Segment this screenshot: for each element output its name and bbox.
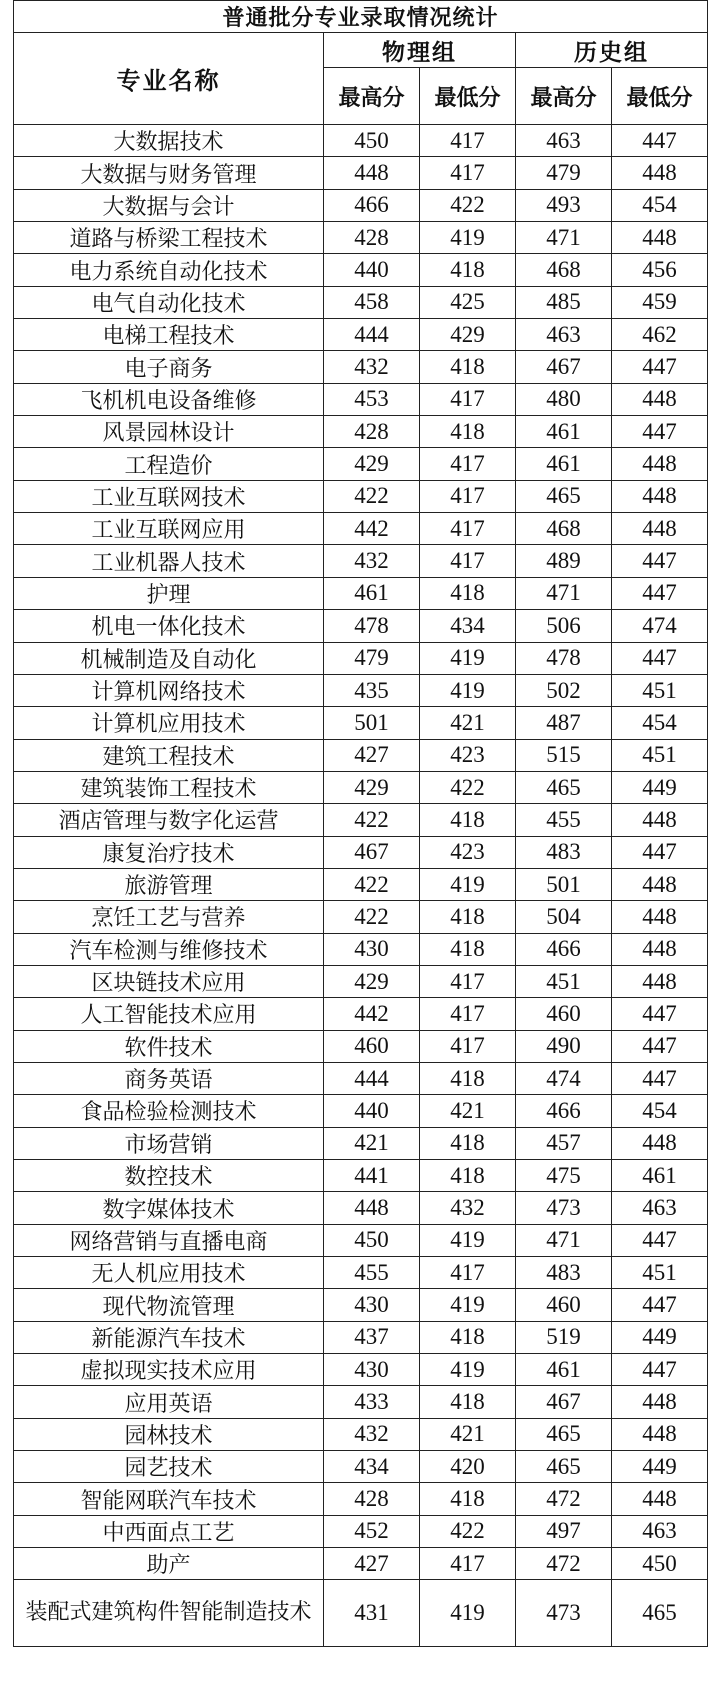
major-name-cell: 计算机应用技术 [14,707,324,739]
physics-max-cell: 455 [324,1257,420,1289]
physics-max-cell: 478 [324,610,420,642]
history-max-cell: 493 [516,189,612,221]
physics-min-cell: 423 [420,836,516,868]
table-row [14,1127,708,1159]
physics-max-cell: 444 [324,1062,420,1094]
physics-min-cell: 418 [420,1127,516,1159]
physics-min-cell: 417 [420,157,516,189]
physics-max-cell: 428 [324,416,420,448]
history-max-cell: 515 [516,739,612,771]
table-row [14,707,708,739]
table-row [14,286,708,318]
admission-table-sheet [13,0,707,1647]
history-min-cell: 451 [612,739,708,771]
major-name-cell: 机械制造及自动化 [14,642,324,674]
history-min-cell: 447 [612,416,708,448]
table-row [14,222,708,254]
table-row [14,189,708,221]
history-min-cell: 448 [612,868,708,900]
group-header-row [14,33,708,68]
history-max-cell: 471 [516,222,612,254]
physics-max-cell: 432 [324,351,420,383]
physics-min-cell: 419 [420,642,516,674]
history-min-cell: 454 [612,189,708,221]
history-max-cell: 473 [516,1192,612,1224]
history-min-cell: 448 [612,157,708,189]
physics-max-cell: 461 [324,577,420,609]
physics-max-cell: 422 [324,804,420,836]
history-max-cell: 455 [516,804,612,836]
admission-score-table [13,0,708,1647]
table-row [14,1515,708,1547]
physics-max-cell: 448 [324,157,420,189]
major-name-cell: 网络营销与直播电商 [14,1224,324,1256]
physics-max-cell: 466 [324,189,420,221]
table-row [14,480,708,512]
major-name-cell: 园艺技术 [14,1451,324,1483]
physics-max-cell: 421 [324,1127,420,1159]
physics-max-cell: 427 [324,1548,420,1580]
physics-max-cell: 429 [324,448,420,480]
major-name-cell: 无人机应用技术 [14,1257,324,1289]
physics-min-cell: 419 [420,1289,516,1321]
table-row [14,901,708,933]
history-max-cell: 472 [516,1548,612,1580]
history-max-cell: 519 [516,1321,612,1353]
table-body [14,125,708,1647]
history-max-cell: 468 [516,254,612,286]
history-min-cell: 454 [612,707,708,739]
major-name-cell: 装配式建筑构件智能制造技术 [14,1580,324,1647]
table-row [14,933,708,965]
physics-min-cell: 418 [420,1062,516,1094]
table-row [14,610,708,642]
major-name-cell: 人工智能技术应用 [14,998,324,1030]
history-max-cell: 506 [516,610,612,642]
history-max-cell: 479 [516,157,612,189]
physics-max-cell: 422 [324,868,420,900]
history-min-cell: 465 [612,1580,708,1647]
history-min-cell: 447 [612,577,708,609]
physics-min-cell: 417 [420,998,516,1030]
history-min-cell: 448 [612,965,708,997]
history-min-cell: 447 [612,351,708,383]
history-min-header: 最低分 [612,68,708,125]
history-max-cell: 502 [516,674,612,706]
physics-max-cell: 444 [324,319,420,351]
physics-min-cell: 418 [420,901,516,933]
table-row [14,1548,708,1580]
history-min-cell: 462 [612,319,708,351]
history-min-cell: 463 [612,1192,708,1224]
history-min-cell: 448 [612,513,708,545]
history-group-header: 历史组 [516,33,708,68]
major-name-cell: 电气自动化技术 [14,286,324,318]
history-max-cell: 471 [516,1224,612,1256]
table-row [14,868,708,900]
physics-min-cell: 417 [420,1548,516,1580]
physics-min-cell: 432 [420,1192,516,1224]
major-name-cell: 大数据与财务管理 [14,157,324,189]
physics-min-cell: 417 [420,480,516,512]
history-min-cell: 450 [612,1548,708,1580]
table-row [14,416,708,448]
physics-max-cell: 467 [324,836,420,868]
history-min-cell: 447 [612,836,708,868]
history-min-cell: 459 [612,286,708,318]
physics-max-cell: 431 [324,1580,420,1647]
major-name-cell: 现代物流管理 [14,1289,324,1321]
table-row [14,1160,708,1192]
physics-min-cell: 420 [420,1451,516,1483]
physics-min-cell: 417 [420,513,516,545]
history-max-cell: 487 [516,707,612,739]
physics-min-cell: 421 [420,1095,516,1127]
physics-min-cell: 418 [420,416,516,448]
history-min-cell: 448 [612,901,708,933]
history-max-cell: 489 [516,545,612,577]
history-min-cell: 454 [612,1095,708,1127]
physics-min-cell: 422 [420,771,516,803]
physics-max-cell: 450 [324,125,420,157]
history-max-cell: 485 [516,286,612,318]
physics-max-cell: 428 [324,1483,420,1515]
physics-max-cell: 432 [324,545,420,577]
history-max-cell: 480 [516,383,612,415]
history-min-cell: 461 [612,1160,708,1192]
history-min-cell: 447 [612,1224,708,1256]
table-row [14,1483,708,1515]
physics-max-cell: 433 [324,1386,420,1418]
table-row [14,1321,708,1353]
physics-min-cell: 418 [420,1483,516,1515]
history-min-cell: 449 [612,1321,708,1353]
history-min-cell: 447 [612,642,708,674]
physics-max-cell: 432 [324,1418,420,1450]
history-max-cell: 451 [516,965,612,997]
table-row [14,998,708,1030]
physics-min-cell: 419 [420,1580,516,1647]
physics-max-cell: 422 [324,901,420,933]
major-name-cell: 电梯工程技术 [14,319,324,351]
history-min-cell: 448 [612,383,708,415]
physics-max-cell: 442 [324,513,420,545]
history-min-cell: 448 [612,804,708,836]
history-max-cell: 504 [516,901,612,933]
history-min-cell: 448 [612,1483,708,1515]
history-min-cell: 448 [612,480,708,512]
physics-min-header: 最低分 [420,68,516,125]
major-name-cell: 计算机网络技术 [14,674,324,706]
major-name-cell: 飞机机电设备维修 [14,383,324,415]
history-min-cell: 447 [612,1354,708,1386]
history-max-cell: 465 [516,771,612,803]
history-max-cell: 467 [516,351,612,383]
history-max-cell: 466 [516,933,612,965]
physics-min-cell: 417 [420,965,516,997]
physics-min-cell: 417 [420,383,516,415]
physics-min-cell: 419 [420,674,516,706]
history-max-cell: 467 [516,1386,612,1418]
physics-max-cell: 460 [324,1030,420,1062]
major-name-cell: 园林技术 [14,1418,324,1450]
table-row [14,642,708,674]
history-max-cell: 501 [516,868,612,900]
history-max-cell: 460 [516,998,612,1030]
table-row [14,1386,708,1418]
physics-max-cell: 501 [324,707,420,739]
history-max-cell: 461 [516,416,612,448]
physics-min-cell: 417 [420,125,516,157]
major-name-cell: 工业互联网应用 [14,513,324,545]
major-name-cell: 商务英语 [14,1062,324,1094]
title-row [14,1,708,33]
major-name-cell: 助产 [14,1548,324,1580]
history-min-cell: 447 [612,1030,708,1062]
physics-max-cell: 434 [324,1451,420,1483]
history-max-cell: 468 [516,513,612,545]
major-name-cell: 智能网联汽车技术 [14,1483,324,1515]
major-name-cell: 旅游管理 [14,868,324,900]
history-min-cell: 463 [612,1515,708,1547]
history-max-cell: 478 [516,642,612,674]
history-min-cell: 449 [612,1451,708,1483]
table-row [14,513,708,545]
physics-min-cell: 419 [420,1354,516,1386]
history-min-cell: 447 [612,1289,708,1321]
physics-max-cell: 437 [324,1321,420,1353]
history-max-cell: 472 [516,1483,612,1515]
history-max-cell: 460 [516,1289,612,1321]
history-max-cell: 474 [516,1062,612,1094]
history-max-cell: 497 [516,1515,612,1547]
physics-max-cell: 440 [324,1095,420,1127]
table-row [14,674,708,706]
history-min-cell: 448 [612,448,708,480]
major-name-cell: 工程造价 [14,448,324,480]
physics-max-cell: 453 [324,383,420,415]
history-min-cell: 474 [612,610,708,642]
major-name-cell: 中西面点工艺 [14,1515,324,1547]
table-row [14,804,708,836]
history-max-header: 最高分 [516,68,612,125]
major-name-cell: 护理 [14,577,324,609]
table-row [14,1289,708,1321]
table-row [14,1224,708,1256]
physics-max-cell: 450 [324,1224,420,1256]
major-name-cell: 食品检验检测技术 [14,1095,324,1127]
physics-min-cell: 429 [420,319,516,351]
history-max-cell: 475 [516,1160,612,1192]
major-name-cell: 酒店管理与数字化运营 [14,804,324,836]
physics-max-cell: 429 [324,771,420,803]
table-row [14,1192,708,1224]
physics-max-cell: 430 [324,1289,420,1321]
physics-min-cell: 419 [420,868,516,900]
major-name-cell: 汽车检测与维修技术 [14,933,324,965]
physics-min-cell: 422 [420,1515,516,1547]
physics-min-cell: 418 [420,351,516,383]
major-name-cell: 新能源汽车技术 [14,1321,324,1353]
physics-max-cell: 448 [324,1192,420,1224]
table-row [14,254,708,286]
table-row [14,739,708,771]
major-name-cell: 大数据技术 [14,125,324,157]
physics-max-cell: 452 [324,1515,420,1547]
major-name-cell: 康复治疗技术 [14,836,324,868]
major-name-cell: 电子商务 [14,351,324,383]
history-max-cell: 465 [516,1418,612,1450]
major-name-cell: 电力系统自动化技术 [14,254,324,286]
table-row [14,1451,708,1483]
history-max-cell: 483 [516,836,612,868]
history-min-cell: 456 [612,254,708,286]
major-name-cell: 工业互联网技术 [14,480,324,512]
major-name-cell: 建筑装饰工程技术 [14,771,324,803]
history-min-cell: 447 [612,1062,708,1094]
physics-max-cell: 435 [324,674,420,706]
major-name-cell: 道路与桥梁工程技术 [14,222,324,254]
major-name-cell: 区块链技术应用 [14,965,324,997]
major-name-cell: 应用英语 [14,1386,324,1418]
history-max-cell: 463 [516,319,612,351]
physics-min-cell: 418 [420,1160,516,1192]
physics-min-cell: 434 [420,610,516,642]
history-max-cell: 471 [516,577,612,609]
table-row [14,1062,708,1094]
table-row [14,545,708,577]
physics-min-cell: 421 [420,707,516,739]
physics-min-cell: 418 [420,804,516,836]
physics-min-cell: 422 [420,189,516,221]
major-name-cell: 软件技术 [14,1030,324,1062]
physics-max-header: 最高分 [324,68,420,125]
table-row [14,1095,708,1127]
major-name-cell: 烹饪工艺与营养 [14,901,324,933]
physics-max-cell: 458 [324,286,420,318]
physics-min-cell: 417 [420,448,516,480]
physics-max-cell: 427 [324,739,420,771]
major-name-cell: 数字媒体技术 [14,1192,324,1224]
history-max-cell: 466 [516,1095,612,1127]
history-min-cell: 449 [612,771,708,803]
physics-group-header: 物理组 [324,33,516,68]
physics-min-cell: 417 [420,1030,516,1062]
history-min-cell: 447 [612,545,708,577]
history-max-cell: 457 [516,1127,612,1159]
table-row [14,125,708,157]
major-name-cell: 市场营销 [14,1127,324,1159]
physics-min-cell: 419 [420,1224,516,1256]
physics-min-cell: 421 [420,1418,516,1450]
table-row [14,351,708,383]
history-max-cell: 483 [516,1257,612,1289]
table-row [14,771,708,803]
history-min-cell: 448 [612,1418,708,1450]
history-min-cell: 448 [612,1127,708,1159]
history-min-cell: 448 [612,933,708,965]
table-row [14,836,708,868]
major-name-cell: 虚拟现实技术应用 [14,1354,324,1386]
history-min-cell: 447 [612,125,708,157]
physics-max-cell: 422 [324,480,420,512]
table-row [14,1030,708,1062]
history-max-cell: 461 [516,448,612,480]
history-min-cell: 448 [612,222,708,254]
physics-max-cell: 428 [324,222,420,254]
history-min-cell: 448 [612,1386,708,1418]
table-row [14,1354,708,1386]
physics-max-cell: 441 [324,1160,420,1192]
major-name-cell: 机电一体化技术 [14,610,324,642]
major-name-cell: 数控技术 [14,1160,324,1192]
physics-min-cell: 417 [420,545,516,577]
history-max-cell: 461 [516,1354,612,1386]
major-name-cell: 大数据与会计 [14,189,324,221]
history-max-cell: 463 [516,125,612,157]
physics-min-cell: 418 [420,933,516,965]
physics-max-cell: 479 [324,642,420,674]
history-max-cell: 490 [516,1030,612,1062]
physics-min-cell: 418 [420,1386,516,1418]
physics-max-cell: 440 [324,254,420,286]
major-name-cell: 建筑工程技术 [14,739,324,771]
history-max-cell: 465 [516,1451,612,1483]
physics-min-cell: 418 [420,254,516,286]
table-row [14,383,708,415]
physics-max-cell: 442 [324,998,420,1030]
major-name-cell: 工业机器人技术 [14,545,324,577]
table-row [14,1418,708,1450]
physics-min-cell: 419 [420,222,516,254]
physics-min-cell: 423 [420,739,516,771]
table-row [14,157,708,189]
table-row [14,448,708,480]
physics-min-cell: 418 [420,577,516,609]
physics-min-cell: 417 [420,1257,516,1289]
physics-min-cell: 425 [420,286,516,318]
table-row [14,1580,708,1647]
physics-max-cell: 430 [324,933,420,965]
major-name-cell: 风景园林设计 [14,416,324,448]
table-title: 普通批分专业录取情况统计 [14,1,708,33]
physics-max-cell: 429 [324,965,420,997]
table-row [14,577,708,609]
history-min-cell: 451 [612,1257,708,1289]
physics-max-cell: 430 [324,1354,420,1386]
history-max-cell: 465 [516,480,612,512]
history-max-cell: 473 [516,1580,612,1647]
major-name-header: 专业名称 [14,33,324,125]
history-min-cell: 447 [612,998,708,1030]
table-row [14,1257,708,1289]
history-min-cell: 451 [612,674,708,706]
physics-min-cell: 418 [420,1321,516,1353]
table-row [14,965,708,997]
table-row [14,319,708,351]
